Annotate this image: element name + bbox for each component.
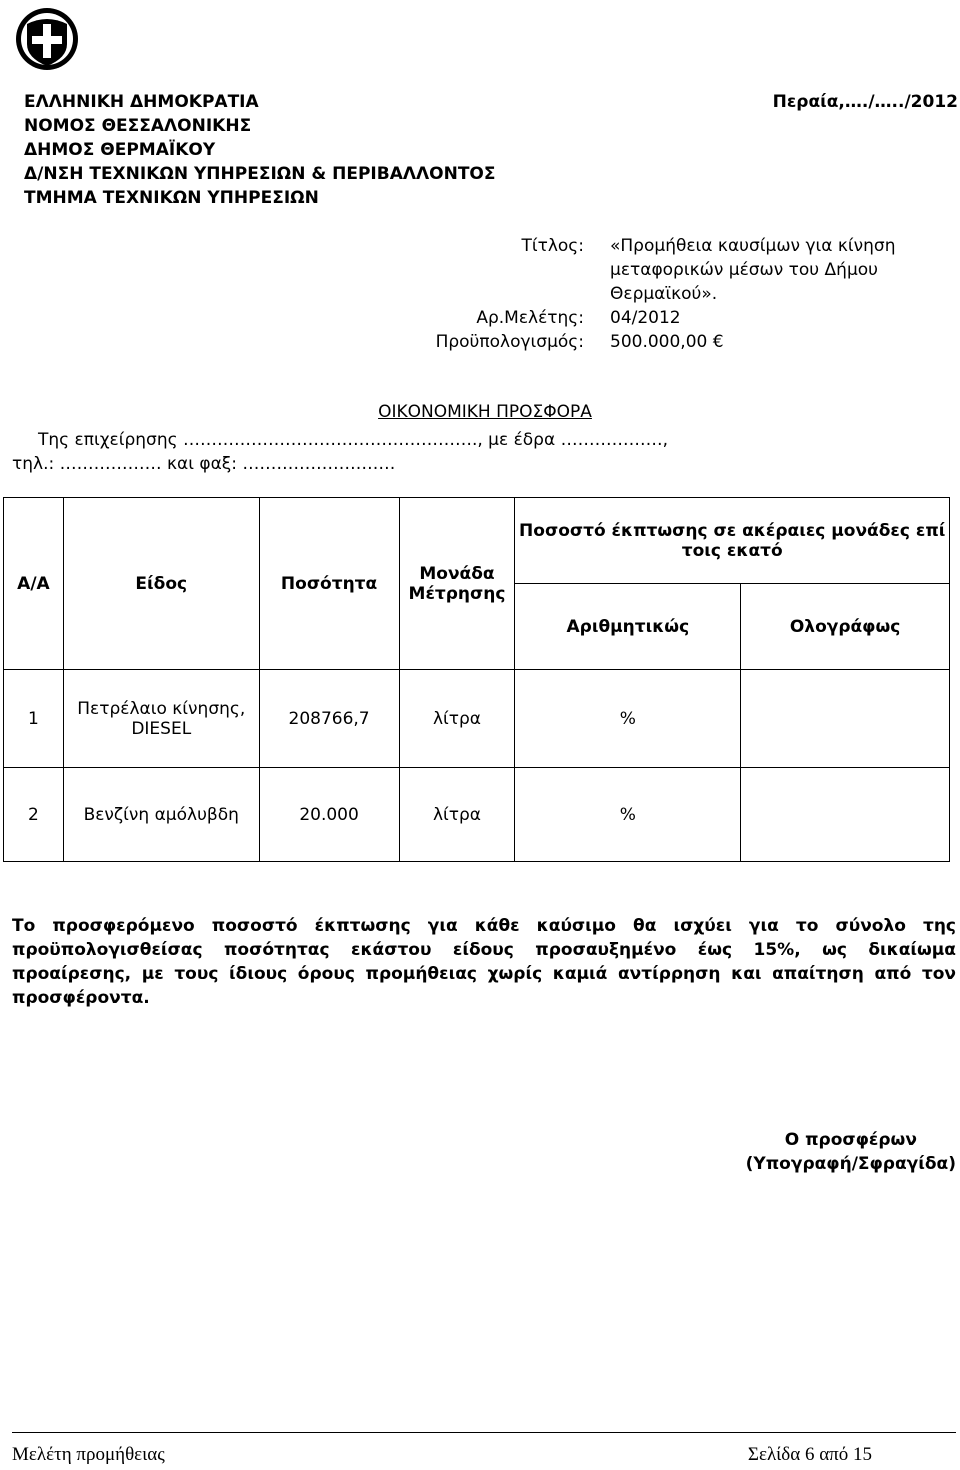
study-number-value: 04/2012	[610, 308, 681, 328]
issuer-header	[24, 90, 496, 210]
row-numeric: %	[515, 768, 741, 862]
row-item: Πετρέλαιο κίνησης, DIESEL	[63, 670, 259, 768]
header-line: ΤΜΗΜΑ ΤΕΧΝΙΚΩΝ ΥΠΗΡΕΣΙΩΝ	[24, 188, 319, 208]
signature-caption: (Υπογραφή/Σφραγίδα)	[745, 1154, 956, 1174]
row-unit: λίτρα	[399, 670, 515, 768]
column-header-in-words: Ολογράφως	[741, 584, 950, 670]
study-number-label: Αρ.Μελέτης:	[476, 308, 584, 328]
title-label: Τίτλος:	[521, 236, 584, 256]
budget-label: Προϋπολογισμός:	[435, 332, 584, 352]
financial-offer-title: ΟΙΚΟΝΟΜΙΚΗ ΠΡΟΣΦΟΡΑ	[378, 402, 592, 422]
discount-terms-note: Το προσφερόμενο ποσοστό έκπτωσης για κάθε καύσιμο θα ισχύει για το σύνολο της προϋπολογισθείσας ποσότητας εκάστου είδους προσαυξημένο έως 15%, ως δικαίωμα προαίρεσης, με τους ίδιους όρους προμήθειας χωρίς καμιά αντίρρηση και απαίτηση από τον προσφέροντα.	[12, 916, 956, 1008]
footer-page-number: Σελίδα 6 από 15	[747, 1444, 872, 1465]
row-in-words	[741, 768, 950, 862]
firm-details-line: Της επιχείρησης ……………………………………………., με έδρα ………………,	[38, 430, 668, 450]
header-line: ΔΗΜΟΣ ΘΕΡΜΑΪΚΟΥ	[24, 140, 216, 160]
table-row	[4, 768, 950, 862]
offer-table	[3, 497, 950, 862]
row-quantity: 208766,7	[259, 670, 399, 768]
signature-title: Ο προσφέρων	[784, 1130, 917, 1150]
row-item: Βενζίνη αμόλυβδη	[63, 768, 259, 862]
column-header-aa: Α/Α	[4, 498, 64, 670]
row-unit: λίτρα	[399, 768, 515, 862]
column-header-unit: Μονάδα Μέτρησης	[399, 498, 515, 670]
footer-document-name: Μελέτη προμήθειας	[12, 1444, 165, 1465]
row-in-words	[741, 670, 950, 768]
title-value-line: Θερμαϊκού».	[610, 284, 718, 304]
contact-details-line: τηλ.: ……………… και φαξ: ………………………	[12, 454, 396, 474]
row-aa: 1	[4, 670, 64, 768]
column-header-item: Είδος	[63, 498, 259, 670]
title-value-line: «Προμήθεια καυσίμων για κίνηση	[610, 236, 896, 256]
document-date: Περαία,…./…../2012	[772, 92, 958, 112]
column-header-numeric: Αριθμητικώς	[515, 584, 741, 670]
signature-block	[746, 1128, 956, 1176]
column-header-quantity: Ποσότητα	[259, 498, 399, 670]
row-aa: 2	[4, 768, 64, 862]
header-line: Δ/ΝΣΗ ΤΕΧΝΙΚΩΝ ΥΠΗΡΕΣΙΩΝ & ΠΕΡΙΒΑΛΛΟΝΤΟΣ	[24, 164, 496, 184]
table-row	[4, 670, 950, 768]
row-numeric: %	[515, 670, 741, 768]
footer-divider	[12, 1432, 956, 1433]
budget-value: 500.000,00 €	[610, 332, 724, 352]
header-line: ΕΛΛΗΝΙΚΗ ΔΗΜΟΚΡΑΤΙΑ	[24, 92, 259, 112]
row-quantity: 20.000	[259, 768, 399, 862]
column-header-discount: Ποσοστό έκπτωσης σε ακέραιες μονάδες επί τοις εκατό	[515, 498, 950, 584]
header-line: ΝΟΜΟΣ ΘΕΣΣΑΛΟΝΙΚΗΣ	[24, 116, 252, 136]
greek-state-emblem-logo	[14, 6, 80, 72]
title-value-line: μεταφορικών μέσων του Δήμου	[610, 260, 879, 280]
